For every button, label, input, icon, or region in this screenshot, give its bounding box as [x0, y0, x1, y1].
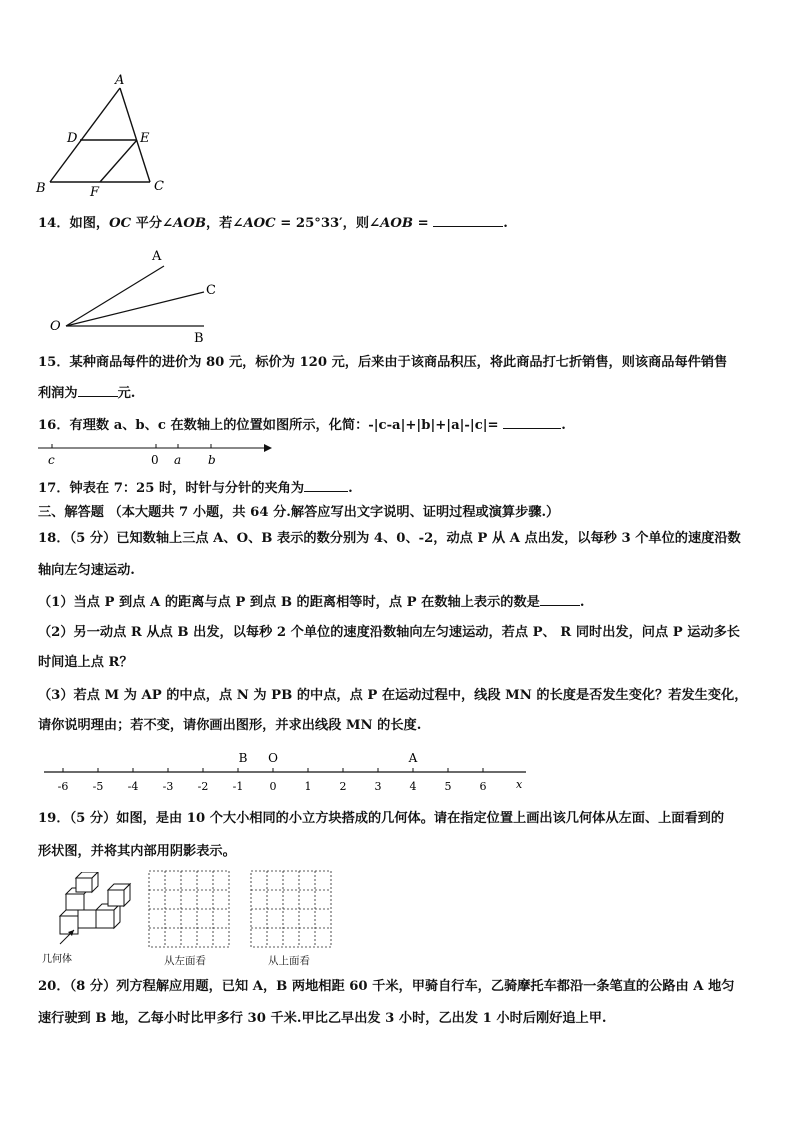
section-3-heading: 三、解答题 （本大题共 7 小题，共 64 分.解答应写出文字说明、证明过程或演算步骤.） [38, 505, 560, 520]
nl16-label-0: 0 [151, 453, 159, 467]
question-16: 16．有理数 a、b、c 在数轴上的位置如图所示，化简：-|c-a|+|b|+|a|-|c|= . [38, 418, 566, 433]
answer-blank-17 [304, 479, 348, 492]
answer-blank-16 [503, 416, 561, 429]
nl18-point-b: B [238, 751, 248, 765]
tri-label-c: C [154, 179, 164, 194]
question-20-line1: 20．（8 分）列方程解应用题，已知 A，B 两地相距 60 千米，甲骑自行车，乙骑摩托车都沿一条笔直的公路由 A 地匀 [38, 979, 735, 994]
angle-label-b: B [194, 331, 204, 344]
top-view-caption: 从上面看 [268, 955, 310, 967]
answer-blank-18 [540, 593, 580, 606]
question-18-part3-line1: （3）若点 M 为 AP 的中点，点 N 为 PB 的中点，点 P 在运动过程中，线段 MN 的长度是否发生变化？若发生变化， [38, 688, 748, 703]
nl18-tick-label: 2 [339, 780, 347, 793]
nl18-tick-label: -1 [232, 780, 244, 793]
question-18-part2-line2: 时间追上点 R？ [38, 655, 133, 670]
nl18-tick-label: 3 [374, 780, 382, 793]
question-14: 14．如图，OC 平分∠AOB，若∠AOC = 25°33′，则∠AOB = . [38, 216, 508, 231]
answer-blank-15 [78, 384, 118, 397]
angle-label-o: O [50, 319, 61, 334]
question-15-line2: 利润为 元. [38, 386, 136, 401]
question-15-line1: 15．某种商品每件的进价为 80 元，标价为 120 元，后来由于该商品积压，将此商品打七折销售，则该商品每件销售 [38, 355, 728, 370]
cube-solid-figure [40, 872, 140, 968]
nl18-tick-label: 0 [269, 780, 277, 793]
nl16-label-c: c [48, 453, 55, 467]
tri-label-e: E [140, 131, 150, 146]
question-19-line1: 19．（5 分）如图，是由 10 个大小相同的小立方块搭成的几何体。请在指定位置上画出该几何体从左面、上面看到的 [38, 811, 725, 826]
nl18-point-a: A [408, 751, 418, 765]
angle-figure [44, 244, 234, 344]
nl18-tick-label: -6 [57, 780, 69, 793]
question-19-line2: 形状图，并将其内部用阴影表示。 [38, 844, 236, 859]
tri-label-a: A [115, 73, 125, 88]
nl18-tick-label: -4 [127, 780, 139, 793]
nl18-tick-label: 6 [479, 780, 487, 793]
top-view-grid [250, 870, 332, 952]
number-line-16 [38, 440, 278, 468]
left-view-caption: 从左面看 [164, 955, 206, 967]
nl18-tick-label: 5 [444, 780, 452, 793]
question-18-line1: 18．（5 分）已知数轴上三点 A、O、B 表示的数分别为 4、0、-2，动点 P 从 A 点出发，以每秒 3 个单位的速度沿数 [38, 531, 741, 546]
question-18-part2-line1: （2）另一动点 R 从点 B 出发，以每秒 2 个单位的速度沿数轴向左匀速运动，若点 P、 R 同时出发，问点 P 运动多长 [38, 625, 740, 640]
triangle-figure [30, 72, 180, 200]
angle-label-c: C [206, 283, 216, 298]
number-line-18 [44, 744, 534, 796]
nl16-label-a: a [174, 453, 182, 467]
nl18-tick-label: -2 [197, 780, 209, 793]
nl18-tick-label: -3 [162, 780, 174, 793]
nl18-axis-label: x [516, 778, 523, 791]
tri-label-d: D [67, 131, 78, 146]
angle-label-a: A [152, 249, 162, 264]
nl16-label-b: b [208, 453, 216, 467]
question-18-part1: （1）当点 P 到点 A 的距离与点 P 到点 B 的距离相等时，点 P 在数轴上表示的数是 . [38, 595, 585, 610]
nl18-tick-label: -5 [92, 780, 104, 793]
nl18-tick-label: 4 [409, 780, 417, 793]
nl18-point-o: O [268, 751, 278, 765]
question-20-line2: 速行驶到 B 地，乙每小时比甲多行 30 千米.甲比乙早出发 3 小时，乙出发 1 小时后刚好追上甲. [38, 1011, 607, 1026]
nl18-tick-label: 1 [304, 780, 312, 793]
question-18-part3-line2: 请你说明理由；若不变，请你画出图形，并求出线段 MN 的长度. [38, 718, 422, 733]
left-view-grid [148, 870, 230, 952]
tri-label-b: B [36, 181, 46, 196]
tri-label-f: F [90, 185, 100, 200]
question-18-line2: 轴向左匀速运动. [38, 563, 135, 578]
answer-blank-14 [433, 214, 503, 227]
solid-caption: 几何体 [42, 954, 72, 965]
question-17: 17．钟表在 7：25 时，时针与分针的夹角为 . [38, 481, 353, 496]
